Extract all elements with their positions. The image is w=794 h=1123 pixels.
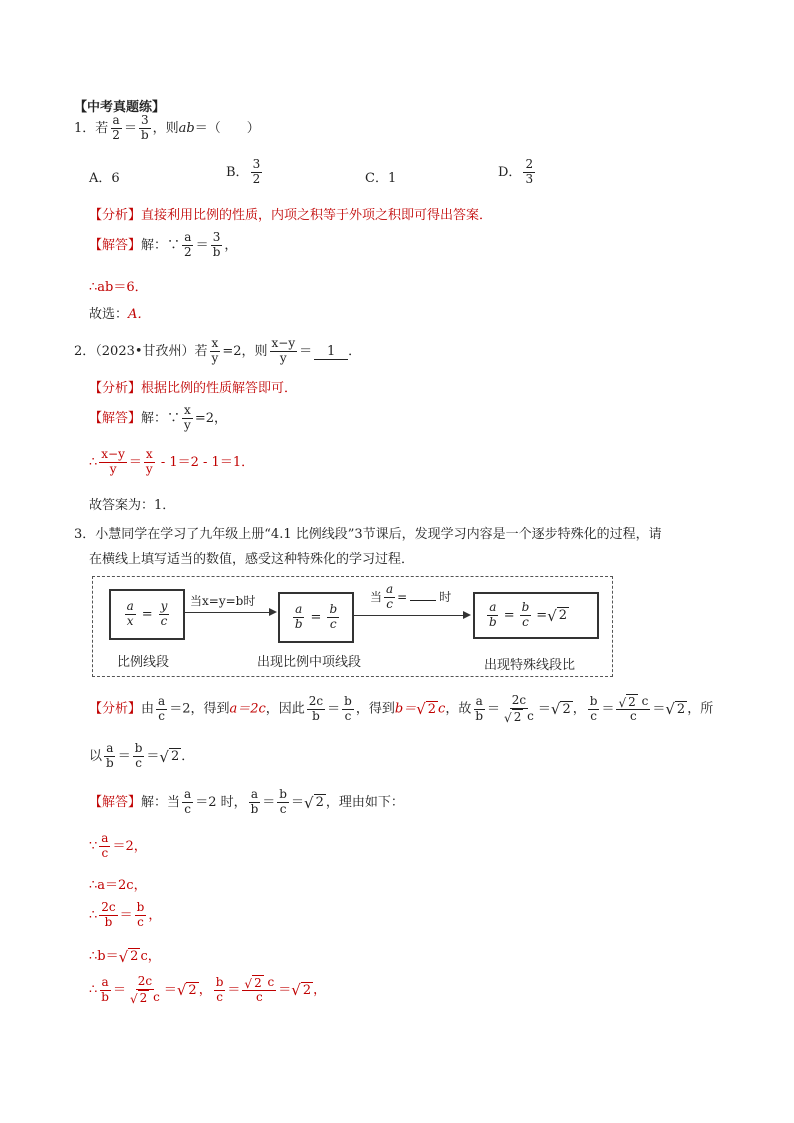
diagram-caption-2: 出现比例中项线段 [257, 655, 362, 670]
q1-frac-3b: $\frac{3}{b}$ [140, 113, 149, 142]
q3-step-3: ∴ $\frac{2c}{b}$ ＝ $\frac{b}{c}$ ， [89, 900, 162, 929]
diagram-caption-1: 比例线段 [117, 655, 170, 670]
q2-final: 故答案为：1． [89, 498, 176, 513]
diagram-box-1: $\frac{a}{x}$ = $\frac{y}{c}$ [109, 589, 185, 640]
q3-step-5: ∴ $\frac{a}{b}$ ＝ 2c √ 2 c ＝ √ 2 ， $\frac{b}{c}$ ＝ √ 2 c c ＝ √ 2 ， [89, 974, 327, 1007]
q1-answer-choose: 故选：A． [89, 307, 151, 322]
q3-stem-line2: 在横线上填写适当的数值，感受这种特殊化的学习过程． [89, 552, 415, 567]
q1-option-c: C．1 [365, 171, 397, 186]
q2-answer: 【解答】解：∵ $\frac{x}{y}$ =2， [89, 403, 227, 432]
q3-step-4: ∴b＝ √ 2 c， [89, 947, 161, 966]
diagram-arrow2-blank [410, 600, 436, 601]
q3-analysis-line2: 以 $\frac{a}{b}$ ＝ $\frac{b}{c}$ ＝ √ 2 ． [89, 741, 195, 770]
q1-option-b: B． $\frac{3}{2}$ [226, 157, 261, 186]
diagram-caption-3: 出现特殊线段比 [484, 658, 576, 673]
q1-option-a: A．6 [89, 171, 120, 186]
q1-answer: 【解答】解：∵ $\frac{a}{2}$ ＝ $\frac{3}{b}$ ， [89, 230, 238, 259]
diagram-box-3: $\frac{a}{b}$ = $\frac{b}{c}$ = √ 2 [473, 592, 599, 639]
q3-step-1: ∵ $\frac{a}{c}$ ＝2， [89, 831, 147, 860]
q3-analysis: 【分析】由 $\frac{a}{c}$ ＝2，得到a＝2c，因此 $\frac{2c}{b}$ ＝ $\frac{b}{c}$ ，得到b＝ √ 2 c，故 $\frac{a}{b}$ ＝ 2c √ 2 c ＝ √ 2 ， $\frac{b}{c}$ ＝ √ 2 c c ＝ √ 2 ，所 [89, 693, 714, 726]
q1-answer-line2: ∴ab＝6． [89, 280, 148, 295]
q2-answer-blank: 1 [314, 344, 348, 360]
q3-answer: 【解答】解：当 $\frac{a}{c}$ ＝2 时， $\frac{a}{b}$ ＝ $\frac{b}{c}$ ＝ √ 2 ，理由如下： [89, 787, 404, 816]
q2-answer-line2: ∴ $\frac{x-y}{y}$ ＝ $\frac{x}{y}$ - 1＝2 - 1＝1． [89, 447, 255, 476]
q1-analysis: 【分析】直接利用比例的性质，内项之积等于外项之积即可得出答案． [89, 208, 493, 223]
q1-option-d: D． $\frac{2}{3}$ [498, 157, 534, 186]
q3-stem-line1: 3．小慧同学在学习了九年级上册“4.1 比例线段”3节课后，发现学习内容是一个逐步特殊化的过程，请 [74, 527, 662, 542]
diagram-arrow-1 [183, 612, 275, 613]
q1-stem: 1．若 $\frac{a}{2}$ ＝ $\frac{3}{b}$ ，则ab＝（ ） [74, 113, 260, 142]
q2-stem: 2．（2023•甘孜州）若 $\frac{x}{y}$ =2，则 $\frac{x-y}{y}$ ＝ 1 ． [74, 336, 362, 365]
q2-analysis: 【分析】根据比例的性质解答即可． [89, 381, 298, 396]
q3-step-2: ∴a＝2c， [89, 878, 147, 893]
q1-frac-a2: $\frac{a}{2}$ [112, 113, 120, 142]
diagram-arrow-2 [352, 615, 469, 616]
diagram-box-2: $\frac{a}{b}$ = $\frac{b}{c}$ [278, 592, 354, 643]
section-title: 【中考真题练】 [74, 100, 166, 115]
diagram-arrow1-label: 当x=y=b时 [190, 594, 256, 608]
diagram-arrow2-label: 当 $\frac{a}{c}$ = 时 [370, 582, 452, 611]
